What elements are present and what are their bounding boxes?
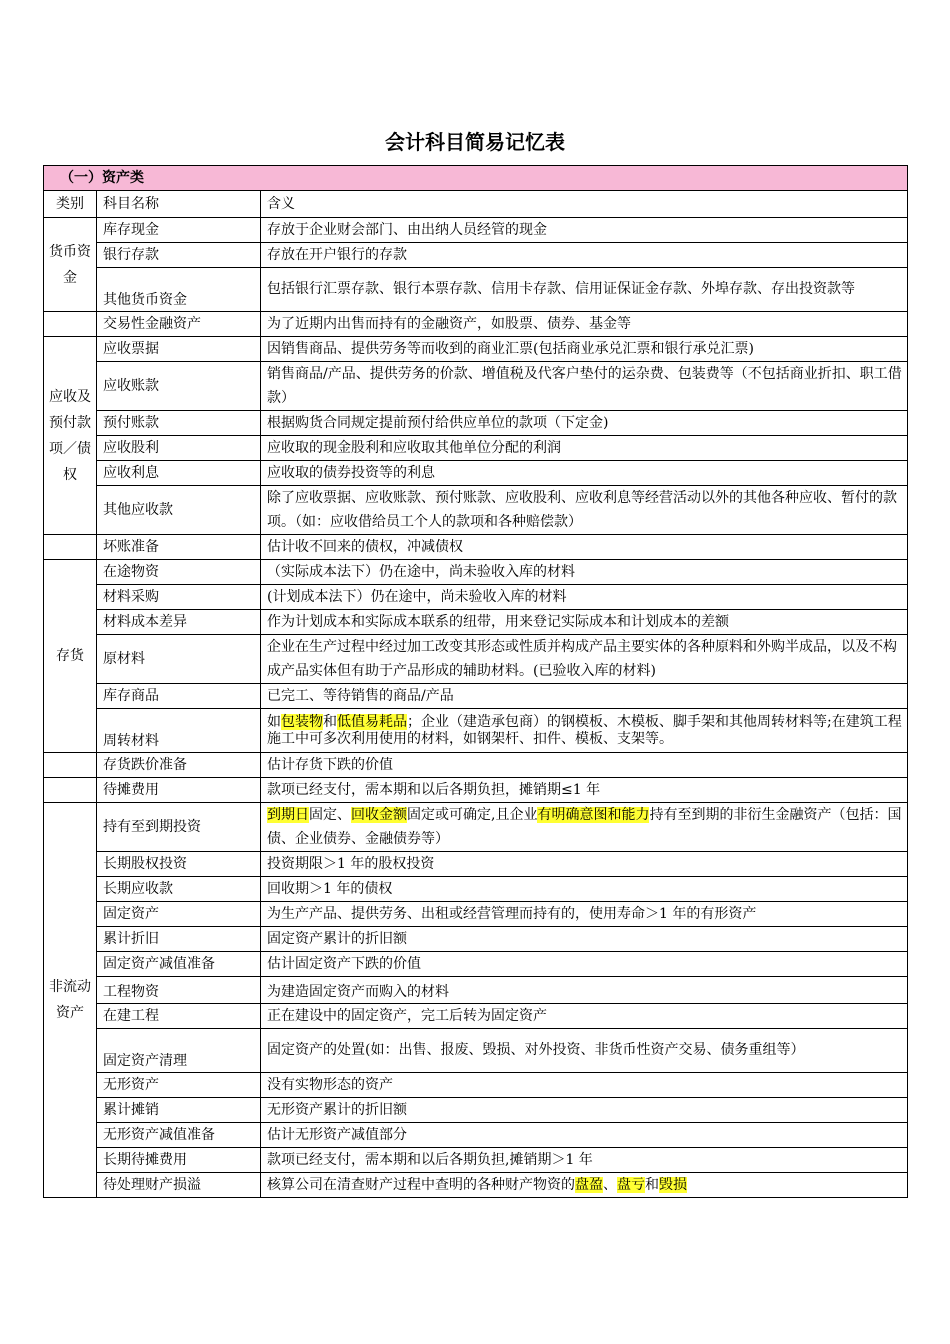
table-row	[44, 337, 908, 362]
account-desc	[261, 1173, 908, 1198]
account-name: 待处理财产损溢	[97, 1173, 261, 1198]
table-row	[44, 1029, 908, 1073]
account-name: 累计摊销	[97, 1098, 261, 1123]
account-desc: 估计存货下跌的价值	[261, 753, 908, 778]
account-name: 交易性金融资产	[97, 312, 261, 337]
account-name: 应收票据	[97, 337, 261, 362]
account-desc: 企业在生产过程中经过加工改变其形态或性质并构成产品主要实体的各种原料和外购半成品，以及不构成产品实体但有助于产品形成的辅助材料。(已验收入库的材料)	[261, 635, 908, 684]
table-row	[44, 486, 908, 535]
desc-text: 和	[645, 1176, 659, 1193]
account-desc: 投资期限＞1 年的股权投资	[261, 852, 908, 877]
account-name: 在途物资	[97, 560, 261, 585]
account-desc: 估计固定资产下跌的价值	[261, 952, 908, 977]
table-row	[44, 1073, 908, 1098]
table-row	[44, 902, 908, 927]
account-desc: 销售商品/产品、提供劳务的价款、增值税及代客户垫付的运杂费、包装费等（不包括商业折扣、职工借款）	[261, 362, 908, 411]
table-row	[44, 1148, 908, 1173]
highlight-text: 有明确意图和能力	[537, 807, 650, 823]
highlight-text: 低值易耗品	[337, 713, 407, 730]
category-noncurrent: 非流动资产	[44, 803, 97, 1198]
account-desc: 款项已经支付，需本期和以后各期负担，摊销期≤1 年	[261, 778, 908, 803]
category-receivables: 应收及预付款项／债权	[44, 337, 97, 535]
header-category: 类别	[44, 191, 97, 218]
table-row	[44, 1098, 908, 1123]
account-name: 坏账准备	[97, 535, 261, 560]
table-row	[44, 1004, 908, 1029]
account-name: 其他应收款	[97, 486, 261, 535]
account-name: 其他货币资金	[97, 268, 261, 312]
account-desc: 根据购货合同规定提前预付给供应单位的款项（下定金)	[261, 411, 908, 436]
account-name: 材料成本差异	[97, 610, 261, 635]
account-desc: 应收取的债券投资等的利息	[261, 461, 908, 486]
table-row	[44, 610, 908, 635]
table-row	[44, 362, 908, 411]
category-empty	[44, 312, 97, 337]
account-name: 应收利息	[97, 461, 261, 486]
account-name: 存货跌价准备	[97, 753, 261, 778]
table-row	[44, 268, 908, 312]
account-name: 无形资产	[97, 1073, 261, 1098]
table-row	[44, 461, 908, 486]
highlight-text: 包装物	[281, 713, 323, 730]
account-name: 银行存款	[97, 243, 261, 268]
account-desc: 固定资产累计的折旧额	[261, 927, 908, 952]
account-desc: 已完工、等待销售的商品/产品	[261, 684, 908, 709]
account-desc: 固定资产的处置(如：出售、报废、毁损、对外投资、非货币性资产交易、债务重组等）	[261, 1029, 908, 1073]
desc-text: 、	[603, 1176, 617, 1193]
desc-text: 核算公司在清查财产过程中查明的各种财产物资的	[267, 1176, 575, 1193]
account-desc: (计划成本法下）仍在途中，尚未验收入库的材料	[261, 585, 908, 610]
table-row	[44, 927, 908, 952]
table-row	[44, 753, 908, 778]
account-desc: 没有实物形态的资产	[261, 1073, 908, 1098]
accounts-table	[43, 165, 908, 1198]
account-desc: 存放在开户银行的存款	[261, 243, 908, 268]
section-label: （一）资产类	[44, 166, 908, 191]
account-desc: 为建造固定资产而购入的材料	[261, 977, 908, 1004]
table-row	[44, 852, 908, 877]
table-row	[44, 709, 908, 753]
desc-text: 如	[267, 713, 281, 730]
table-row	[44, 635, 908, 684]
category-cash: 货币资金	[44, 218, 97, 312]
account-desc: 为了近期内出售而持有的金融资产，如股票、债券、基金等	[261, 312, 908, 337]
desc-text: 持有至到期的非衍生金融资产（包括：国债、企业债券、金融债券等）	[267, 807, 902, 847]
table-row	[44, 560, 908, 585]
table-row	[44, 952, 908, 977]
account-name: 工程物资	[97, 977, 261, 1004]
account-desc: 包括银行汇票存款、银行本票存款、信用卡存款、信用证保证金存款、外埠存款、存出投资款等	[261, 268, 908, 312]
highlight-text: 到期日	[267, 807, 309, 823]
account-name: 库存现金	[97, 218, 261, 243]
table-row	[44, 436, 908, 461]
account-name: 无形资产减值准备	[97, 1123, 261, 1148]
account-desc: 除了应收票据、应收账款、预付账款、应收股利、应收利息等经营活动以外的其他各种应收、暂付的款项。（如：应收借给员工个人的款项和各种赔偿款）	[261, 486, 908, 535]
desc-text: 和	[323, 713, 337, 730]
table-row	[44, 243, 908, 268]
account-name: 应收账款	[97, 362, 261, 411]
account-desc: 应收取的现金股利和应收取其他单位分配的利润	[261, 436, 908, 461]
header-row	[44, 191, 908, 218]
account-desc: 作为计划成本和实际成本联系的纽带，用来登记实际成本和计划成本的差额	[261, 610, 908, 635]
account-desc: 因销售商品、提供劳务等而收到的商业汇票(包括商业承兑汇票和银行承兑汇票)	[261, 337, 908, 362]
account-name: 长期应收款	[97, 877, 261, 902]
section-row	[44, 166, 908, 191]
table-row	[44, 977, 908, 1004]
account-name: 累计折旧	[97, 927, 261, 952]
table-row	[44, 778, 908, 803]
account-name: 材料采购	[97, 585, 261, 610]
table-row	[44, 535, 908, 560]
account-desc	[261, 709, 908, 753]
account-desc: 款项已经支付，需本期和以后各期负担,摊销期＞1 年	[261, 1148, 908, 1173]
account-name: 固定资产清理	[97, 1029, 261, 1073]
account-desc	[261, 803, 908, 852]
desc-text: ；企业（建造承包商）的钢模板、木模板、脚手架和其他周转材料等;在建筑工程施工中可多次利用使用的材料，如钢架杆、扣件、模板、支架等。	[267, 713, 902, 747]
account-desc: 估计无形资产减值部分	[261, 1123, 908, 1148]
category-empty	[44, 753, 97, 778]
table-row	[44, 1173, 908, 1198]
header-name: 科目名称	[97, 191, 261, 218]
account-name: 固定资产减值准备	[97, 952, 261, 977]
account-name: 长期股权投资	[97, 852, 261, 877]
table-row	[44, 585, 908, 610]
table-row	[44, 877, 908, 902]
account-name: 待摊费用	[97, 778, 261, 803]
account-name: 周转材料	[97, 709, 261, 753]
account-desc: 正在建设中的固定资产，完工后转为固定资产	[261, 1004, 908, 1029]
highlight-text: 毁损	[659, 1176, 687, 1193]
account-desc: 无形资产累计的折旧额	[261, 1098, 908, 1123]
category-inventory: 存货	[44, 560, 97, 753]
account-name: 固定资产	[97, 902, 261, 927]
account-name: 原材料	[97, 635, 261, 684]
highlight-text: 盘亏	[617, 1176, 645, 1193]
account-name: 库存商品	[97, 684, 261, 709]
header-meaning: 含义	[261, 191, 908, 218]
desc-text: 固定、	[309, 807, 351, 823]
account-desc: 估计收不回来的债权，冲减债权	[261, 535, 908, 560]
table-row	[44, 803, 908, 852]
account-name: 应收股利	[97, 436, 261, 461]
table-row	[44, 312, 908, 337]
account-name: 持有至到期投资	[97, 803, 261, 852]
account-desc: （实际成本法下）仍在途中，尚未验收入库的材料	[261, 560, 908, 585]
table-row	[44, 411, 908, 436]
account-desc: 为生产产品、提供劳务、出租或经营管理而持有的，使用寿命＞1 年的有形资产	[261, 902, 908, 927]
page-title: 会计科目简易记忆表	[385, 130, 565, 154]
account-name: 在建工程	[97, 1004, 261, 1029]
category-empty	[44, 778, 97, 803]
account-name: 长期待摊费用	[97, 1148, 261, 1173]
account-name: 预付账款	[97, 411, 261, 436]
account-desc: 存放于企业财会部门、由出纳人员经管的现金	[261, 218, 908, 243]
highlight-text: 盘盈	[575, 1176, 603, 1193]
table-row	[44, 218, 908, 243]
account-desc: 回收期＞1 年的债权	[261, 877, 908, 902]
desc-text: 固定或可确定,且企业	[407, 807, 538, 823]
table-row	[44, 684, 908, 709]
category-empty	[44, 535, 97, 560]
table-row	[44, 1123, 908, 1148]
highlight-text: 回收金额	[351, 807, 407, 823]
